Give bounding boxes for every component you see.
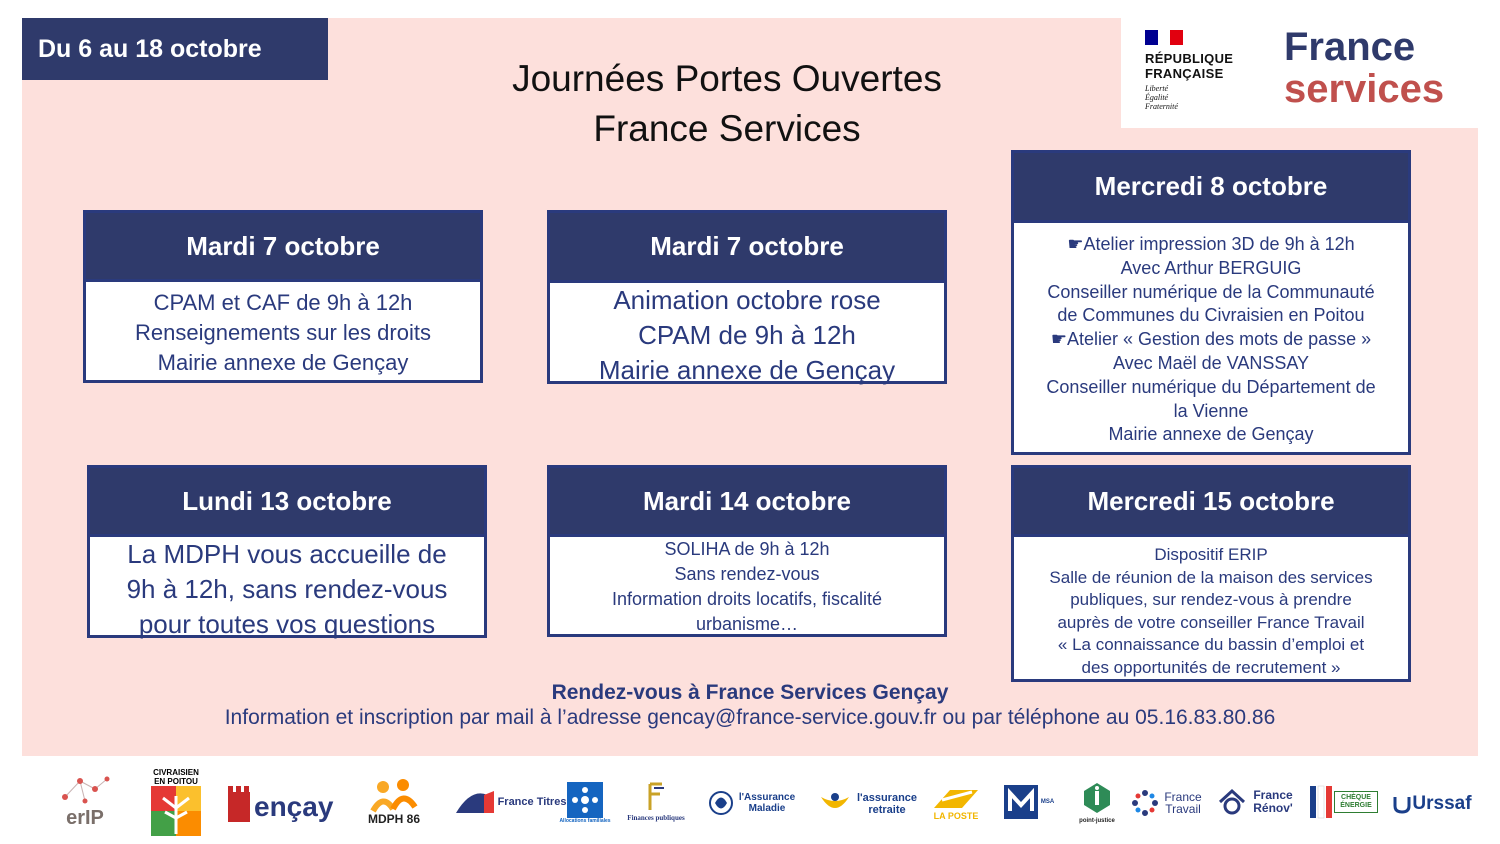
event-line: publiques, sur rendez-vous à prendre [1070, 590, 1352, 610]
event-line: ☛Atelier « Gestion des mots de passe » [1050, 329, 1372, 350]
event-line: Mairie annexe de Gençay [157, 350, 409, 375]
la-poste-icon [932, 786, 980, 810]
france-services-logo-line-1: France [1284, 25, 1416, 69]
republique-francaise-logo [1145, 30, 1233, 111]
motto-liberte: Liberté [1145, 84, 1169, 93]
france-renov-icon [1218, 788, 1246, 816]
event-line: de Communes du Civraisien en Poitou [1057, 305, 1365, 326]
partner-logo-point-justice [1074, 778, 1120, 830]
event-line: pour toutes vos questions [138, 609, 436, 639]
partner-logo-msa [992, 782, 1066, 822]
event-line: Information droits locatifs, fiscalité [611, 589, 883, 609]
partner-label: point-justice [1079, 818, 1115, 824]
logo-block [1121, 18, 1478, 128]
event-card-mardi-7-octobre-rose [547, 210, 947, 384]
event-line: 9h à 12h, sans rendez-vous [126, 574, 448, 604]
event-line: Avec Arthur BERGUIG [1120, 257, 1302, 278]
event-line: la Vienne [1173, 400, 1249, 421]
partner-label: Urssaf [1412, 793, 1472, 814]
gencay-castle-icon [224, 778, 334, 828]
event-day-heading: Mercredi 15 octobre [1014, 468, 1408, 537]
event-card-mardi-14 [547, 465, 947, 637]
event-line: Mairie annexe de Gençay [1108, 424, 1314, 445]
motto-egalite: Égalité [1145, 93, 1169, 102]
partner-logo-caf [559, 780, 611, 826]
partner-label: France Travail [1164, 790, 1202, 816]
title-line-2: France Services [593, 108, 861, 149]
caf-icon [567, 782, 603, 818]
event-line: Salle de réunion de la maison des services [1049, 567, 1373, 587]
partner-logos [0, 760, 1500, 844]
partner-label: LA POSTE [933, 811, 979, 821]
partner-label: France Rénov' [1253, 788, 1293, 815]
event-card-mercredi-8 [1011, 150, 1411, 455]
partner-label: l'assurance retraite [856, 792, 918, 816]
partner-logo-la-poste [928, 782, 984, 826]
event-line: SOLIHA de 9h à 12h [664, 539, 830, 559]
republique-line-1: RÉPUBLIQUE [1145, 51, 1234, 66]
event-day-heading: Mardi 7 octobre [86, 213, 480, 282]
event-card-mercredi-15 [1011, 465, 1411, 682]
event-line: ☛Atelier impression 3D de 9h à 12h [1067, 234, 1355, 254]
event-line: La MDPH vous accueille de [127, 539, 447, 569]
partner-logo-cheque-energie [1308, 780, 1378, 824]
assurance-maladie-icon [707, 790, 735, 816]
partner-logo-france-renov [1217, 782, 1301, 822]
partner-logo-mdph [362, 766, 426, 838]
msa-icon [1004, 785, 1038, 819]
partner-logo-assurance-retraite [815, 786, 923, 822]
france-services-logo-line-2: services [1284, 67, 1445, 111]
event-line: Renseignements sur les droits [135, 320, 431, 345]
event-line: Conseiller numérique de la Communauté [1047, 281, 1375, 302]
event-day-heading: Lundi 13 octobre [90, 468, 484, 537]
partner-label: CIVRAISIEN EN POITOU [153, 768, 199, 786]
partner-label: CHÈQUE ÉNERGIE [1334, 791, 1378, 813]
partner-label: France Titres [497, 796, 567, 808]
urssaf-icon [1392, 794, 1412, 814]
partner-logo-civraisien [145, 764, 207, 840]
event-line: CPAM et CAF de 9h à 12h [153, 290, 413, 315]
france-travail-icon [1130, 788, 1160, 818]
title-line-1: Journées Portes Ouvertes [512, 58, 942, 99]
event-line: Conseiller numérique du Département de [1046, 376, 1376, 397]
event-day-heading: Mardi 14 octobre [550, 468, 944, 537]
partner-logo-finances-publiques [615, 778, 697, 828]
partner-label: MSA [1040, 798, 1055, 805]
partner-label: l'Assurance Maladie [738, 792, 796, 814]
event-line: Mairie annexe de Gençay [598, 355, 896, 385]
partner-label: MDPH 86 [367, 812, 420, 826]
partner-label: Finances publiques [627, 814, 685, 822]
event-line: Animation octobre rose [613, 285, 881, 315]
event-line: Dispositif ERIP [1154, 545, 1268, 564]
svg-text:ençay: ençay [254, 791, 334, 822]
footer-contact-info: Information et inscription par mail à l’adresse gencay@france-service.gouv.fr ou par téléphone au 05.16.83.80.86 [224, 706, 1276, 729]
finances-publiques-icon [644, 782, 668, 812]
date-range-banner: Du 6 au 18 octobre [22, 18, 328, 80]
footer-appointment: Rendez-vous à France Services Gençay [551, 681, 949, 704]
motto-fraternite: Fraternité [1145, 102, 1178, 111]
event-line: Sans rendez-vous [674, 564, 820, 584]
network-icon [55, 773, 115, 807]
event-line: CPAM de 9h à 12h [638, 320, 856, 350]
event-line: urbanisme… [695, 614, 799, 634]
event-line: des opportunités de recrutement » [1081, 657, 1341, 677]
france-titres-icon [454, 789, 496, 815]
partner-label: erIP [66, 807, 104, 829]
people-icon [369, 779, 419, 813]
france-services-logo [1284, 26, 1444, 110]
event-card-mardi-7-cpam-caf [83, 210, 483, 383]
event-card-lundi-13 [87, 465, 487, 638]
partner-logo-urssaf [1386, 788, 1478, 820]
event-line: auprès de votre conseiller France Travail [1057, 612, 1365, 632]
cheque-energie-icon [1308, 784, 1334, 820]
partner-logo-france-travail [1127, 784, 1209, 822]
assurance-retraite-icon [817, 791, 853, 817]
partner-logo-assurance-maladie [705, 786, 801, 820]
point-justice-icon [1082, 781, 1112, 815]
event-day-heading: Mercredi 8 octobre [1014, 153, 1408, 223]
event-line: Avec Maël de VANSSAY [1112, 352, 1310, 373]
partner-logo-gencay [222, 770, 334, 836]
partner-label: Allocations familiales [559, 818, 611, 824]
page-title [430, 54, 1024, 154]
tree-mosaic-icon [151, 786, 201, 836]
event-day-heading: Mardi 7 octobre [550, 213, 944, 283]
french-flag-icon [1145, 30, 1183, 45]
event-line: « La connaissance du bassin d’emploi et [1057, 635, 1365, 655]
partner-logo-france-titres [465, 780, 567, 824]
partner-logo-erip [50, 766, 120, 836]
republique-line-2: FRANÇAISE [1145, 66, 1224, 81]
